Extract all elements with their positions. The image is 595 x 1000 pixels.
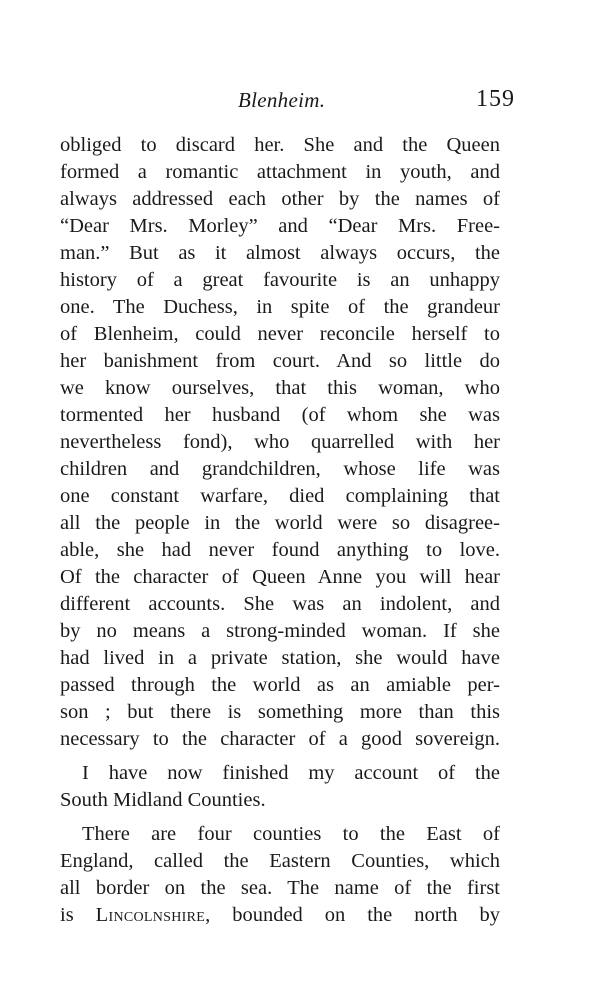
text-line: different accounts. She was an indolent, and	[60, 593, 500, 615]
text-line	[60, 902, 500, 929]
paragraph	[60, 132, 500, 753]
text-line: Of the character of Queen Anne you will hear	[60, 566, 500, 588]
text-line: always addressed each other by the names of	[60, 188, 500, 210]
text-line: by no means a strong-minded woman. If she	[60, 620, 500, 642]
text-line: formed a romantic attachment in youth, and	[60, 161, 500, 183]
text-line: “Dear Mrs. Morley” and “Dear Mrs. Free-	[60, 215, 500, 237]
text-line: had lived in a private station, she would have	[60, 647, 500, 669]
text-line: obliged to discard her. She and the Queen	[60, 134, 500, 156]
text-line: able, she had never found anything to love.	[60, 539, 500, 561]
text-line: children and grandchildren, whose life was	[60, 458, 500, 480]
text-line: all border on the sea. The name of the first	[60, 877, 500, 899]
text-line: son ; but there is something more than this	[60, 701, 500, 723]
text-run: , bounded on the north by	[205, 904, 500, 926]
text-line: tormented her husband (of whom she was	[60, 404, 500, 426]
running-head	[60, 88, 515, 120]
text-line: nevertheless fond), who quarrelled with her	[60, 431, 500, 453]
page-number: 159	[476, 86, 515, 112]
text-line: history of a great favourite is an unhappy	[60, 269, 500, 291]
paragraph	[60, 760, 500, 814]
text-line: man.” But as it almost always occurs, the	[60, 242, 500, 264]
text-line: necessary to the character of a good sovereign.	[60, 728, 500, 750]
running-head-title: Blenheim.	[238, 88, 326, 112]
county-name: Lincolnshire	[95, 904, 206, 926]
text-line: England, called the Eastern Counties, which	[60, 850, 500, 872]
text-line: all the people in the world were so disagree-	[60, 512, 500, 534]
text-line: passed through the world as an amiable per-	[60, 674, 500, 696]
paragraph	[60, 821, 500, 929]
text-line: of Blenheim, could never reconcile herself to	[60, 323, 500, 345]
text-line: There are four counties to the East of	[82, 823, 500, 845]
text-line: her banishment from court. And so little do	[60, 350, 500, 372]
text-run: is	[60, 904, 96, 926]
text-line: one constant warfare, died complaining that	[60, 485, 500, 507]
text-line: I have now finished my account of the	[82, 762, 500, 784]
text-line: South Midland Counties.	[60, 789, 266, 811]
body-text	[60, 132, 500, 929]
text-line: one. The Duchess, in spite of the grandeur	[60, 296, 500, 318]
text-line: we know ourselves, that this woman, who	[60, 377, 500, 399]
